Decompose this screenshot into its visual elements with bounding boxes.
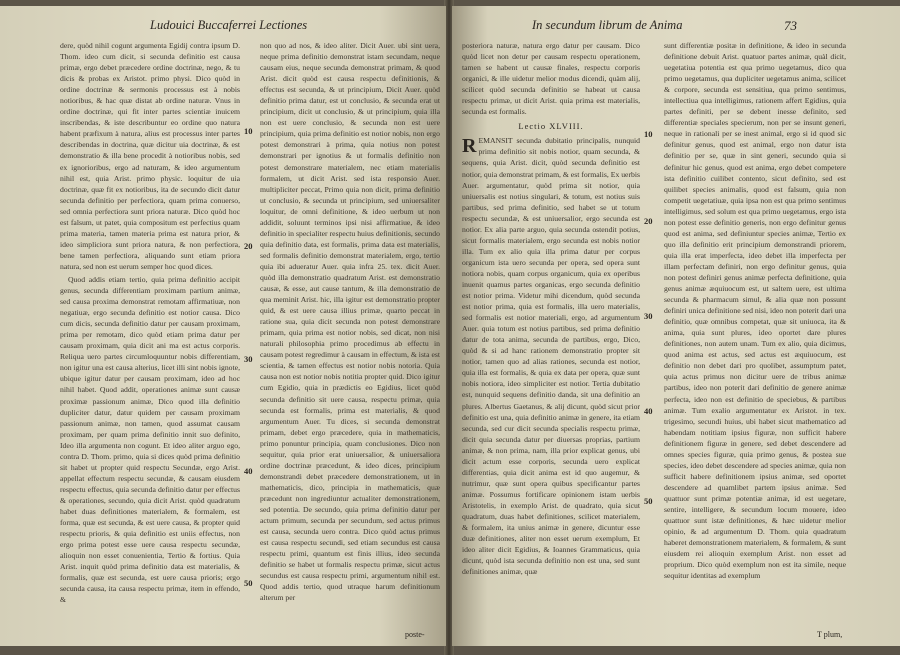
left-running-head: Ludouici Buccaferrei Lectiones <box>150 18 308 32</box>
left-margin-number: 40 <box>244 466 253 476</box>
right-col1-top: posteriora naturæ, natura ergo datur per causam. Dico quòd licet non detur per causam respectu operationem, tamen se habent ut causæ finales, respectu corporis organici, & ille uidetur melior modus dicendi, quàm alij, scilicet quòd secunda definitio se habeat ut causa respectu primæ, ut dicit Arist. quia prima est materialis, secunda est formalis. <box>462 41 640 117</box>
left-col2-text: non quo ad nos, & ideo aliter. Dicit Auer. ubi sint uera, neque prima definitio demonstrat istam secundam, neque causam eius, neque secunda demonstrat primam, & quod Arist. dicit quòd est causa respectu definitionis, & effectus est secunda, & ut principium, Dicit Auer. quòd definitio prima datur, est ut conclusio, & secunda erat ut principium, dicit ut conclusio, & ut principium, quia illa non est uere conclusio, & secunda non est uere principium, quia prima definitio est notior nobis, non ergo potest demonstrari à prima, quia notius non potest demonstrari per ignotius & ut formalis definitio non potest demonstrare materialem, nec etiam materialis formalem, ut dicit Arist. sed ista responsio Auer. multipliciter peccat, Primo quia non dicit, prima definitio ut conclusio, & secunda ut principium, sed uniuersaliter loquitur, de omni definitione, & ideo uerbum ut non addidit, soluunt terminos ipsi nisi affirmatiue, & ideo definitio in specialiter respectu huius definitionis, secundo quia definitio data, est formalis, prima data est materialis, sed formalis definitio demonstrat materialem, ergo, tertio quia ibi adueratur Auer. quia infra 25. tex. dicit Auer. quòd illa demonstratio quadratum Arist. est demonstratio causæ, & esse, aut cause tantum, & illa demonstratio de qua meminit Arist. hic, illa igitur est demonstratio propter quid, & est uere causa illius primæ, quarto peccat in ratione sua, quia dicit secunda non potest demonstrare primam, quia prima est notior nobis, sed dicat, non nisi naturali philosophia primo procedimus ab effectu in causam potest regredimur à causam in effectum, & ista est scientia, & tamen effectus est notior nobis notoria. Quia causa non est notior nobis notitia propter quid. Dico igitur cum Egidio, quia in prædictis eo Egidius, licet quòd secunda definitio sit uere causa, respectu primæ, quia secunda est formalis, prima est materialis, & quod argumentum Auer. Tu dices, si secunda demonstrat primam, debet ergo præcedere, quia in mathematicis, primo ponuntur principia, quam conclusiones. Dico non sequitur, quia prior erat uniuersalior, & uniuersaliora ordine doctrinæ præcedunt, & ideo dices, principium demonstrandi debet præcedere demonstrationem, ut in mathematicis, dico, principia in mathematicis, quæ præcedunt non ingrediuntur actualiter demonstrationem, sed potentia. De secundo, quia prima definitio datur per actum primum, secunda per secundum, sed actus primus est causa, secunda uero contra. Dico quòd actus primus est causa respectu secundi, sed etiam secundus est causa respectu primi, quantum est finis illius, ideo secunda definitio se habet ut formalis respectu primæ, sicut actus secundus est causa respectu primi, argumentum nihil est. Quod addis tertio, quod utraque harum definitionum alterum per <box>260 41 440 603</box>
left-margin-number: 30 <box>244 354 253 364</box>
right-column-1 <box>462 40 640 630</box>
left-col1-para-2: Quod addis etiam tertio, quia prima definitio accipit genus, secunda differentiam proximam partium animæ, sed causa proxima demonstrat remotam affirmatiuæ, non negatiuæ, ergo secunda definitio est notior causa. Dico cum dicis, secunda definitio datur per causam proximam, prima per remotam, dico quòd etiam prima datur per causam proximam, quia dicit ani ma est actus corporis. Reliqua uero partes circumloquuntur nobis differentiam, non igitur una est causa alterius, licet illi sint nobis ignote, ubique igitur datur per causam proximam, ideo ad hoc nihil habet. Quod addit, operationes animæ sunt causæ proximæ passionum animæ, Dico quod illa definitio dupliciter datur, datur quidem per causam proximam passionum animæ, non tamen, quod assumat causam proximam, per quam prima definitio innit suo definito, Ideo illa argumenta non cogunt. Et ideo aliter arguo ego, contra D. Thom. primo, quia si dices quòd prima definitio sit habet ut propter quid respectu Secundæ, ergo Arist. appellat effectum respectu secundæ, & causam eiusdem respectu effectus, quia secunda definitio datur per effectus & operationes, secundo, quia dicit Arist. quòd quadratum habet duas definitiones materialem, & formalem, est forma, quæ est secunda, & est uere causa, & propter quid respectu prioris, & quia definitio est uniis effectus, non ergo prima potest esse uere causa respectu secundæ, alioquin non esset conuenientia, Tertio & fortius. Quia Arist. inquit quòd prima definitio data est materialis, & formalis, quæ est secunda, est uere causa prioris; ergo secunda causa, ita causa respectu primæ, item in effendo, & <box>60 274 240 605</box>
drop-cap: R <box>462 135 477 158</box>
left-margin-number: 10 <box>244 126 253 136</box>
right-col1-body: EMANSIT secunda dubitatio principalis, nunquid prima definitio sit nobis notior, quam secunda, & sequens, quia Arist. dicit, quòd secunda definitio est notior, quia demonstrat primam, & est formalis, Ex uerbis Auer. argumentatur, quòd prima sit notior, quia uniuersalis est notius singulari, & totum, est notius suis partibus, sed prima definitio, sed habet se ut totum respectu secundæ, & est uniuersalior, ergo secunda est notior. Ex alia parte arguo, quia secunda ostendit potius, sicut formalis materialem, ergo secunda est nobis notior illa. Tum ex alio quia illa prima datur per corpus organicum ista uero secunda per opera, sed opera sunt notiora nobis, quam corpus organicum, quia ex operibus inuenit quamus partes organicas, ergo secunda definitio est notior prima. Videtur mihi dicendum, quòd secunda est notior prima, quia est formalis, illa uero materialis, sed formalis est notior materiali, ergo, ad argumentum Auer. quia totum est notius partibus, sed prima definitio datur de tota anima, secunda de partibus, ergo, Dico, quòd & si ad hanc rationem demonstratio propter sit notior, tamen quo ad alias rationes, secunda est notior, quia illa est formalis, & quia ex data per opera, quæ sunt nobis notiora, ideo simpliciter est notior. Tertia dubitatio est, nunquid sequens definitio danda, sit una definitio an plures. Albertus Gaetanus, & alij dicunt, quòd sicut prior definitio est una, quia definitio animæ in genere, ita etiam secunda, sed cur dicit secunda specialis respectu primæ, dicit quia secunda datur per diuersas proprias, partium animæ, & non prima, nam, illa prior explicat genus, ubi dicit actum esse corporis, secunda uero explicat differentias, quia dicit anima est id quo augemur, & nutrimur, quæ sunt opera quibus specificantur partes animæ. Possumus fortificare opinionem istam uerbis Aristotelis, in exemplo Arist. de quadrato, quia sicut quadratum, duas habet definitiones, scilicet materialem, & formalem, ita unius animæ in genere, dicuntur esse duæ definitiones, aliter non esset uerum exemplum, Et ideo aliter dicit Egidius, & Ioannes Grammaticus, quia dicunt, quòd ista secunda definitio non est una, sed sunt definitiones animæ, quæ <box>462 136 640 577</box>
right-running-head: In secundum librum de Anima <box>532 18 683 32</box>
right-margin-number: 50 <box>644 496 653 506</box>
left-column-1 <box>60 40 240 630</box>
right-margin-number: 10 <box>644 129 653 139</box>
left-col1-para-1: dere, quòd nihil cogunt argumenta Egidij contra ipsum D. Thom. ideo cum dicit, si secunda definitio est causa primæ, ergo debet præcedere ordine doctrinæ, nego, & tu dicis & probas ex Aristot. primo physi. Dico quòd in ordine doctrinæ & sermonis processus est à nobis notioribus, & hac quæ distat ab ordine naturæ. Vnus in ordine doctrinæ, qui fit inter partes scientiæ inuicem inscribendas, & iste describuntur eo ordine quo natura habent præfixum à natura, alius est processus inter partes describendas in doctrina, quæ dicitur uia doctrinæ, & est demonstratio & illa bene procedit à notioribus nobis, sed ex ignorioribus, ergo ad naturam, & ideo argumentum nihil est, quia Arist. primo physic. loquitur de uia doctrinæ, quæ fit ex notioribus, ita de secundo dicit datur secunda definitio per perfectiora, quam prima conuerso, sed omnia perfectiora sunt priora naturæ. Dico quòd hoc est falsum, ut patet, quia compositum est perfectius quam prima materia, tamen materia prima est natura prior, & ideo simpliciora sunt priora natura, & non perfectiora, bene tamen perfectiora, aliquando sunt etiam priora natura, sed non est uerum semper hoc quod dices. <box>60 41 240 271</box>
right-margin-number: 40 <box>644 406 653 416</box>
left-margin-number: 50 <box>244 578 253 588</box>
left-margin-number: 20 <box>244 241 253 251</box>
right-page <box>452 6 900 646</box>
left-page <box>0 6 446 646</box>
page-number: 73 <box>784 18 797 33</box>
left-column-2 <box>260 40 440 630</box>
left-catchword: poste- <box>405 630 425 639</box>
right-margin-number: 30 <box>644 311 653 321</box>
right-margin-number: 20 <box>644 216 653 226</box>
right-col2-text: sunt differentiæ positæ in definitione, & ideo in secunda definitione debuit Arist. quatuor partes animæ, quàl dicit, uegetatiua potentia est qua primo uegetamus, dico qua primo uegetamus, qua dupliciter uegetamus anima, scilicet & corpore, secunda est sensitiua, qua primo sentimus, intellectiua qua intelligimus, rationem affert Egidius, quia partes definiti, per se debent inesse definito, sed differentiæ speciales specierum, non per se insunt generi, neque in rationali per se inest animal, ergo si id quod sic definitur genus, quod est animal, ergo non datur ista definitio per se, quæ in sint generi, secundo quia si definitur hic genus, quod est anima, ergo debet competere ista definitio cuilibet contento, sicut definito, sed est quilibet species animalis, quod est falsum, quia non competit uegetatiuæ, quia ipsa non est qua primo sentimus intelligimus, sed solum est qua primo uegetamus, ergo ista non potest esse definitio generis, non ergo definitur genus quod est anima, sed definiuntur species animæ, Tertio ex quo illa definitio erit principium demonstrandi priorem, quia illa erat imperfecta, ideo debet illa imperfecta per illam perfectam definiri, non ergo definitur genus, quia non potest definiri genus animæ perfecta definitione, quia genus animæ æquiuocum est, ut saltem uere, est ultima secunda & pharmacum simul, & alia quæ non possunt definiri unica definitione sed nisi, ideo non poterit dari una definitio, quæ omnibus competat, quæ sit uniuoca, ita & anima, quia sunt plures, ideo oportet dare plures definitiones, non autem unam. Tum ex alio, quia dicimus, quod anima est actus, sed actus est æquiuocum, est definitio non debet dari pro quolibet, assumptum patet, quia actus primus non dicitur uere de tribus animæ partibus, ideo non poterit dari definitio de genere animæ perfecta, ideo non est definitio de speciebus, & partibus animæ. Tum exalio argumentatur ex Aristot. in tex. trigesimo, secundi huius, ubi habet sicut mathematico ad habendam notitiam ipsius figuræ, non sufficit habere definitionem figuræ in genere, sed debet descendere ad omnes species figuræ, quia primo genus, & postea sue species, ideo debet descendere ad species animæ, quia non sufficit habere definitionem ipsius animæ, sed oportet descendere ad quamlibet partem ipsius animæ. Sed quattuor sunt primæ potentiæ animæ, id est uegetare, sentire, intelligere, & secundum locum mouere, ideo quattuor sunt istæ definitiones, & hæc uidetur melior opinio, & ad argumentum D. Thom. quia quadratum haberet demonstrationem materialem, & formalem, & sunt eiusdem rei alioquin exemplum Arist. non esset ad proprium. Dico quòd exemplum non est ita simile, neque sequitur identitas ad exemplum <box>664 41 846 581</box>
lectio-heading: Lectio XLVIII. <box>518 121 584 132</box>
right-column-2 <box>664 40 846 630</box>
right-catchword: T plum, <box>817 630 843 639</box>
